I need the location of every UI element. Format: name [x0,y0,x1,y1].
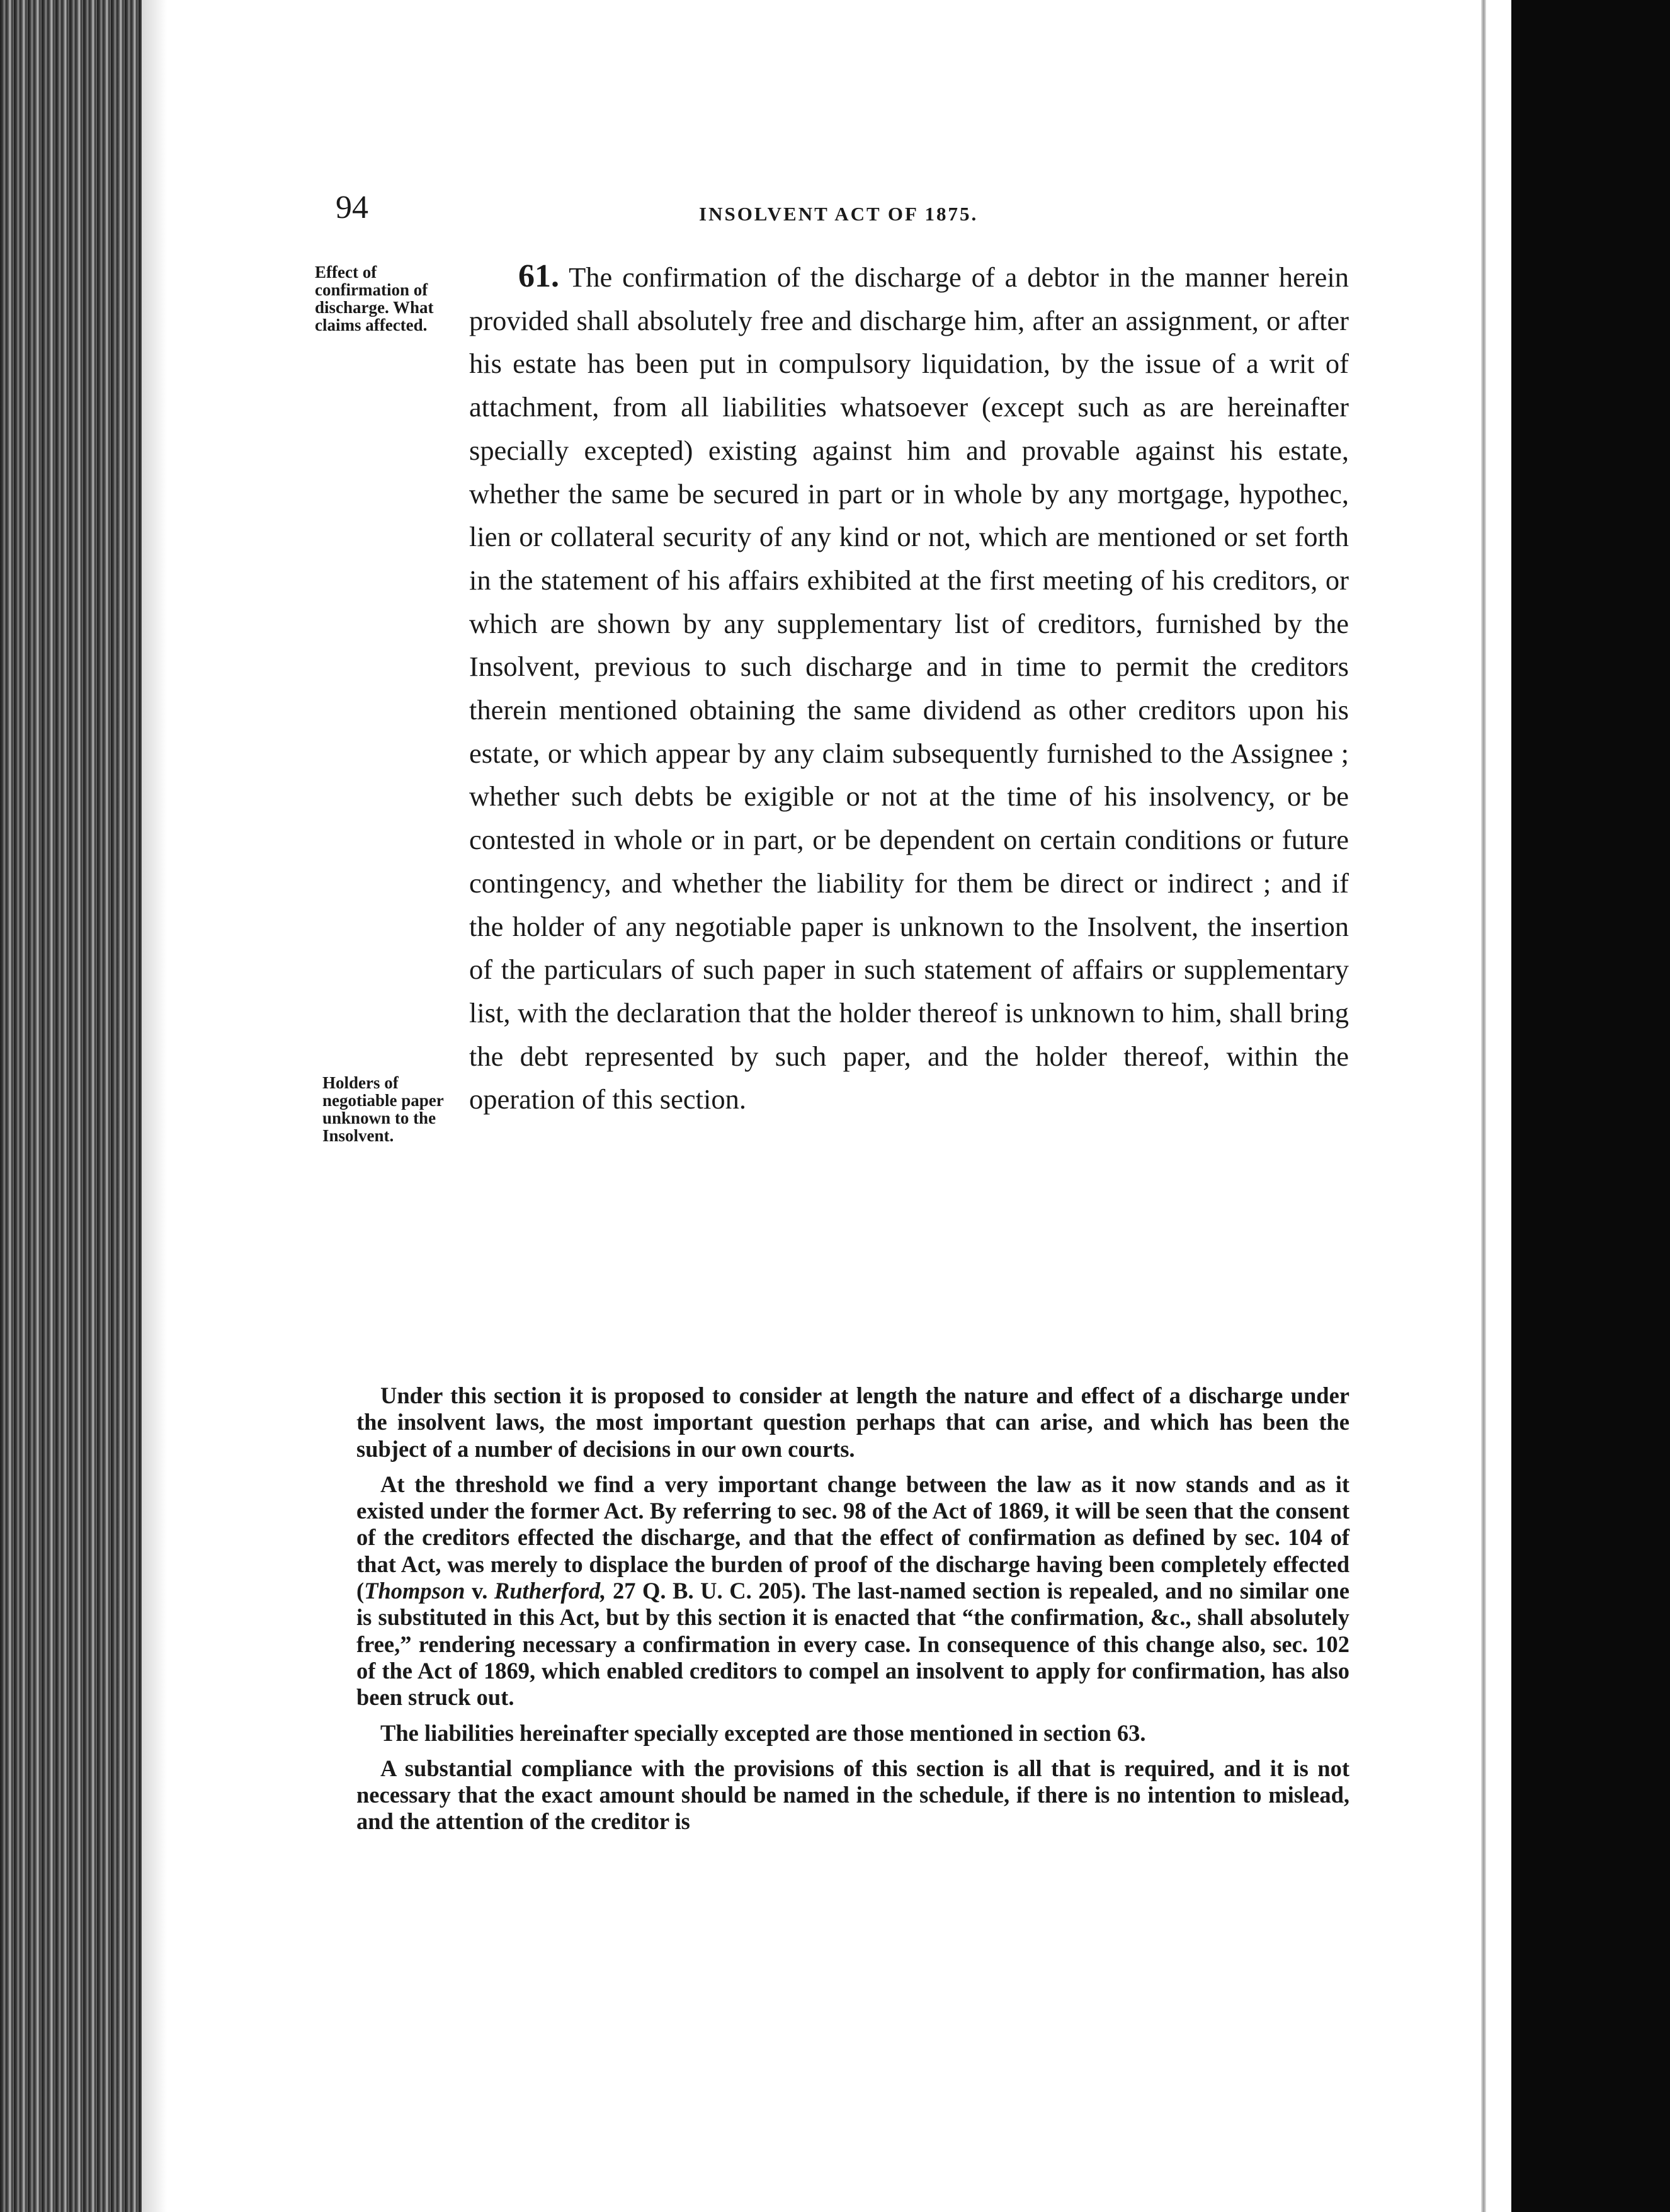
case-name: Rutherford, [494,1578,606,1604]
commentary [356,1382,1349,1844]
scan-gutter-line [1481,0,1486,2212]
margin-note-holders-of-negotiable-paper: Holders of negotiable paper unknown to the Insolvent. [322,1073,444,1145]
case-name: Thompson [364,1578,465,1604]
page-number: 94 [336,190,368,225]
case-versus: v. [465,1578,494,1604]
commentary-paragraph-3: The liabilities hereinafter specially excepted are those mentioned in section 63. [380,1719,1146,1746]
commentary-paragraph-2 [356,1471,1349,1711]
scan-left-fade [142,0,167,2212]
scan-right-edge [1511,0,1670,2212]
commentary-text: At the threshold we find a very important change between the law as it now stands and as it existed under the former Act. By referring to sec. 98 of the Act of 1869, it will be seen that the consent of the creditors effected the discharge, and that the effect of confirmation as defined by sec. 104 of that Act, was merely to displace the burden of proof of the discharge having been completely effected ( [356,1471,1349,1604]
section-text: The confirmation of the discharge of a debtor in the manner herein provided shall absolutely free and discharge him, after an assignment, or after his estate has been put in compulsory liquidation, by the issue of a writ of attachment, from all liabilities whatsoever (except such as are hereinafter specially excepted) existing against him and provable against his estate, whether the same be secured in part or in whole by any mortgage, hypothec, lien or collateral security of any kind or not, which are mentioned or set forth in the statement of his affairs exhibited at the first meeting of his creditors, or which are shown by any supplementary list of creditors, furnished by the Insolvent, previous to such discharge and in time to permit the creditors therein mentioned obtaining the same dividend as other creditors upon his estate, or which appear by any claim subsequently furnished to the Assignee ; whether such debts be exigible or not at the time of his insolvency, or be contested in whole or in part, or be dependent on certain conditions or future contingency, and whether the liability for them be direct or indirect ; and if the holder of any negotiable paper is unknown to the Insolvent, the insertion of the particulars of such paper in such statement of affairs or supplementary list, with the declaration that the holder thereof is unknown to him, shall bring the debt represented by such paper, and the holder thereof, within the operation of this section. [469,261,1349,1115]
commentary-paragraph-4: A substantial compliance with the provisions of this section is all that is required, and it is not necessary that the exact amount should be named in the schedule, if there is no intention to mislead, and the attention of the creditor is [356,1755,1349,1835]
running-title: INSOLVENT ACT OF 1875. [699,203,979,225]
scan-left-edge [0,0,142,2212]
section-paragraph [469,255,1349,1121]
section-61 [469,255,1349,1121]
commentary-paragraph-1: Under this section it is proposed to consider at length the nature and effect of a discharge under the insolvent laws, the most important question perhaps that can arise, and which has been the subject of a number of decisions in our own courts. [356,1382,1349,1462]
commentary-text: 27 Q. B. U. C. 205). The last-named section is repealed, and no similar one is substituted in this Act, but by this section it is enacted that “the confirmation, &c., shall absolutely free,” rendering necessary a confirmation in every case. In consequence of this change also, sec. 102 of the Act of 1869, which enabled creditors to compel an insolvent to apply for confirmation, has also been struck out. [356,1578,1349,1711]
section-number: 61. [518,258,559,294]
margin-note-effect-of-confirmation: Effect of confirmation of discharge. What claims affected. [315,263,434,334]
